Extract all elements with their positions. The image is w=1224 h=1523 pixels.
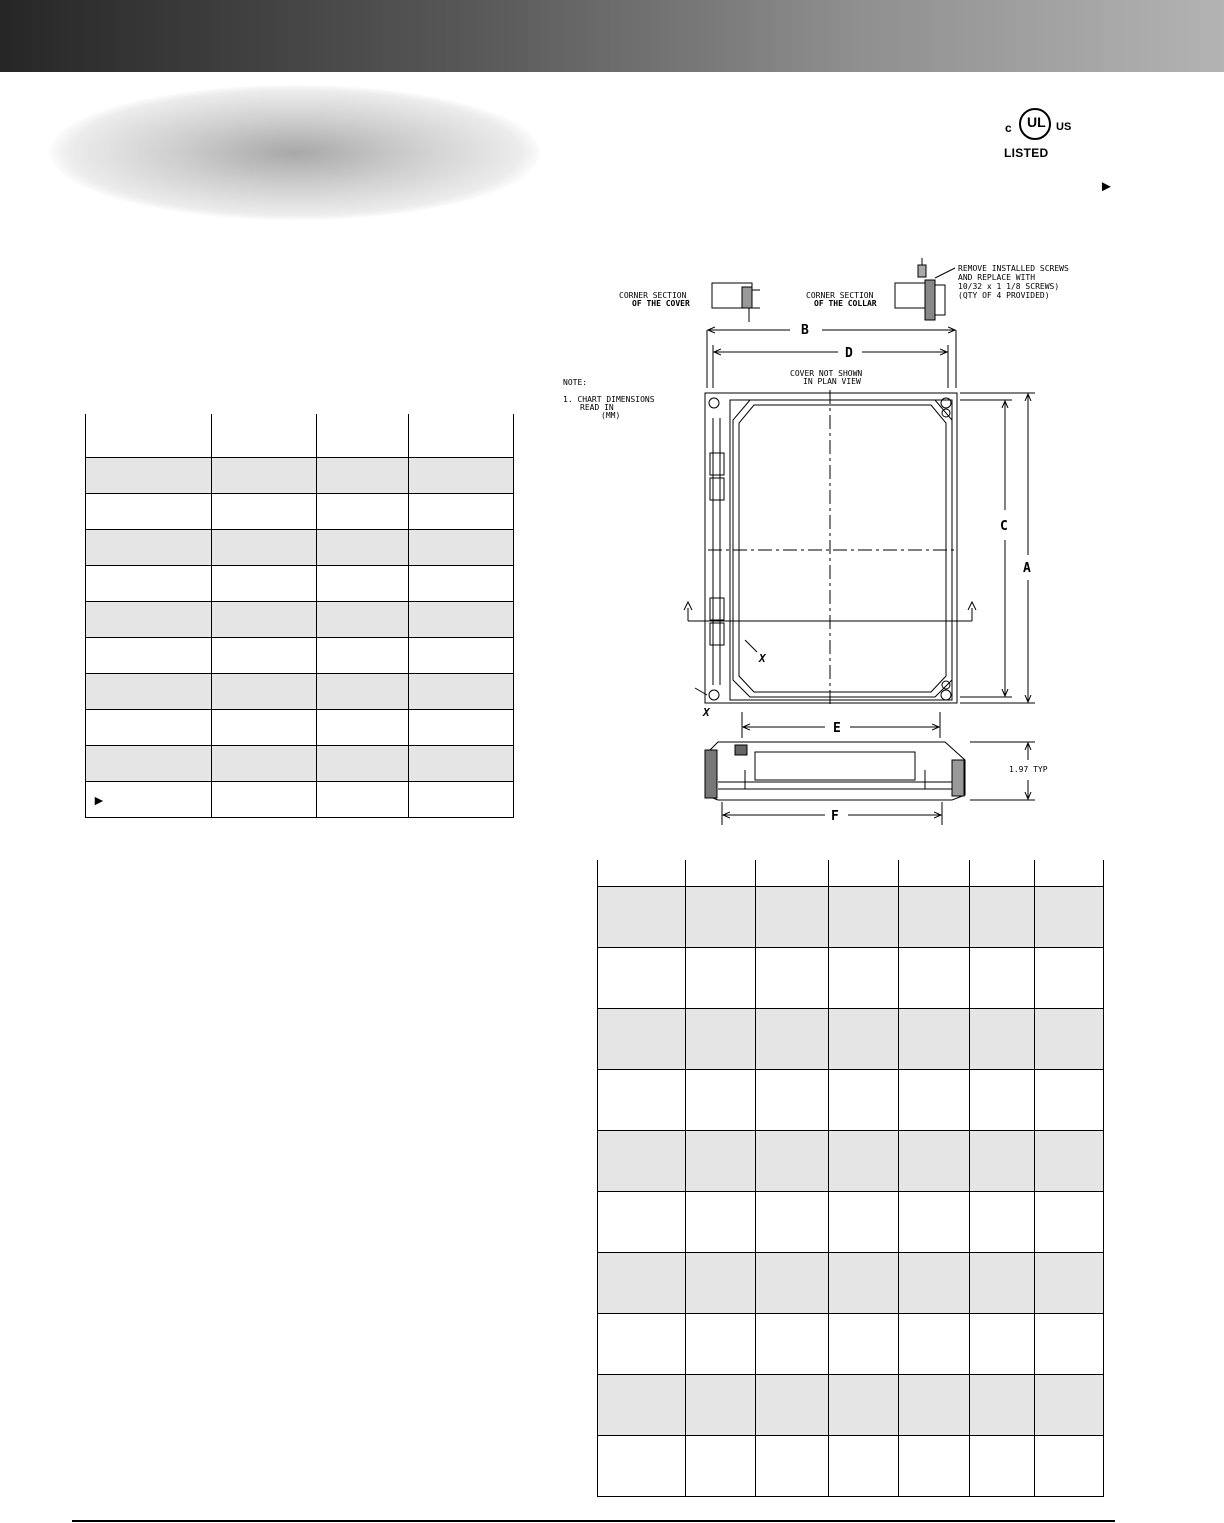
cover-not-shown-line1: COVER NOT SHOWN <box>790 369 863 378</box>
table-row <box>86 602 514 638</box>
section-x-label-1: X <box>759 652 766 665</box>
table-row <box>86 782 514 818</box>
table-row <box>86 566 514 602</box>
corner-collar-line2: OF THE COLLAR <box>814 299 877 308</box>
ul-c-mark: c <box>1005 121 1012 135</box>
corner-cover-line2: OF THE COVER <box>632 299 690 308</box>
ul-mark: UL <box>1027 114 1046 130</box>
note-line4: (MM) <box>601 411 621 420</box>
table-row <box>598 1192 1104 1253</box>
table-row <box>598 1253 1104 1314</box>
table-row <box>598 887 1104 948</box>
note-line1: NOTE: <box>563 378 588 387</box>
dim-typ-label: 1.97 TYP <box>1009 765 1048 774</box>
header-bar <box>0 0 1224 72</box>
remove-note-line1: REMOVE INSTALLED SCREWS <box>958 264 1069 273</box>
technical-drawing <box>540 250 1120 830</box>
table-row <box>598 1070 1104 1131</box>
remove-note-line2: AND REPLACE WITH <box>958 273 1036 282</box>
table-row <box>86 458 514 494</box>
dim-c-label: C <box>1000 519 1008 534</box>
ul-us-mark: US <box>1056 121 1072 133</box>
dim-f-label: F <box>831 809 839 824</box>
table-row <box>86 710 514 746</box>
dimensions-table <box>597 860 1104 1497</box>
table-row <box>598 948 1104 1009</box>
title-oval <box>50 85 540 220</box>
table-row <box>598 1436 1104 1497</box>
row-marker-arrow-icon: ► <box>92 791 106 808</box>
remove-note-line4: (QTY OF 4 PROVIDED) <box>958 291 1050 300</box>
spec-table-left <box>85 414 514 818</box>
table-row <box>86 746 514 782</box>
ul-listed-label: LISTED <box>1004 146 1049 160</box>
remove-note-line3: 10/32 x 1 1/8 SCREWS) <box>958 282 1060 291</box>
table-row <box>86 674 514 710</box>
marker-arrow-icon: ► <box>1099 178 1114 195</box>
table-row <box>86 530 514 566</box>
table-row <box>598 1375 1104 1436</box>
table-row <box>598 1314 1104 1375</box>
corner-cover-line1: CORNER SECTION <box>619 291 687 300</box>
dim-a-label: A <box>1023 561 1031 576</box>
cover-not-shown-line2: IN PLAN VIEW <box>803 377 861 386</box>
table-row <box>598 1009 1104 1070</box>
corner-collar-line1: CORNER SECTION <box>806 291 874 300</box>
table-header-row <box>598 860 1104 887</box>
dim-b-label: B <box>801 323 809 338</box>
footer-rule <box>72 1520 1115 1522</box>
table-row <box>86 494 514 530</box>
table-header-row <box>86 414 514 458</box>
dim-e-label: E <box>833 721 841 736</box>
table-row <box>598 1131 1104 1192</box>
section-x-label-2: X <box>703 706 710 719</box>
note-line2: 1. CHART DIMENSIONS <box>563 395 655 404</box>
table-row <box>86 638 514 674</box>
dim-d-label: D <box>845 346 853 361</box>
ul-listed-logo <box>1000 103 1090 165</box>
note-line3: READ IN <box>580 403 614 412</box>
